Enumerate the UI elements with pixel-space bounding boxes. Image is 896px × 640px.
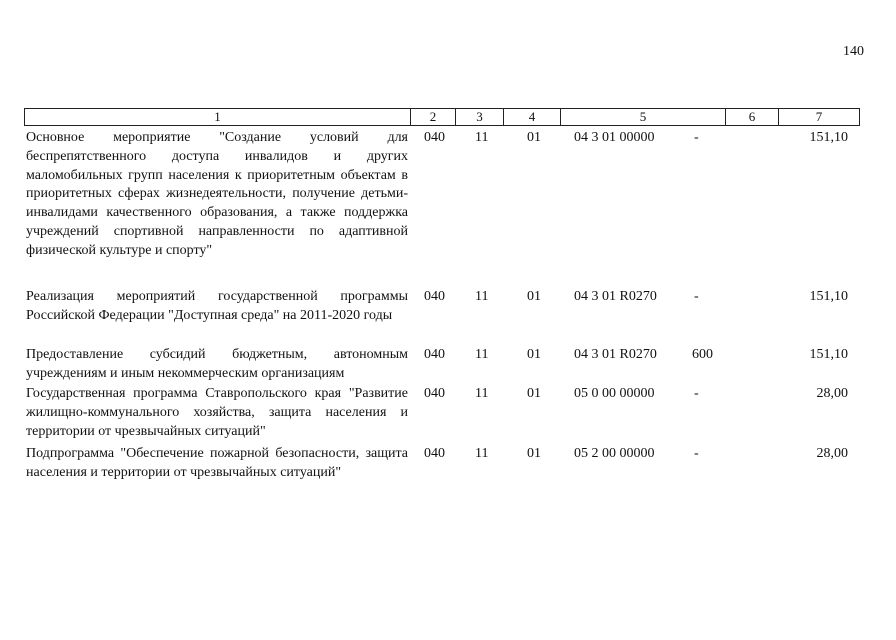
row-col-4: 01	[527, 347, 541, 362]
row-col-7: 151,10	[809, 130, 848, 145]
header-col-3: 3	[456, 109, 504, 125]
row-col-5: 05 0 00 00000	[574, 386, 655, 401]
row-col-3: 11	[475, 347, 489, 362]
row-description: Основное мероприятие "Создание условий для беспрепятственного доступа инвалидов и других маломобильных групп населения к приоритетным объектам в приоритетных сферах жизнедеятельности, получение детьми-инвалидами качественного образования, а также поддержка учреждений спортивной направленности по адаптивной физической культуре и спорту"	[26, 130, 408, 258]
header-col-1: 1	[25, 109, 411, 125]
row-col-3: 11	[475, 289, 489, 304]
header-col-4: 4	[504, 109, 561, 125]
row-description: Подпрограмма "Обеспечение пожарной безопасности, защита населения и территории от чрезвычайных ситуаций"	[26, 446, 408, 480]
row-col-7: 28,00	[816, 446, 848, 461]
row-col-2: 040	[424, 347, 445, 362]
table-header	[24, 108, 860, 126]
row-col-4: 01	[527, 386, 541, 401]
row-col-7: 151,10	[809, 289, 848, 304]
row-col-5: 04 3 01 00000	[574, 130, 655, 145]
header-col-6: 6	[726, 109, 779, 125]
row-col-6: 600	[692, 347, 713, 362]
header-col-7: 7	[815, 109, 823, 124]
row-col-2: 040	[424, 386, 445, 401]
row-col-4: 01	[527, 446, 541, 461]
page-number: 140	[843, 44, 864, 59]
row-description: Государственная программа Ставропольского края "Развитие жилищно-коммунального хозяйства, защита населения и территории от чрезвычайных ситуаций"	[26, 386, 408, 439]
row-col-6: -	[694, 289, 699, 304]
row-col-3: 11	[475, 130, 489, 145]
row-description: Предоставление субсидий бюджетным, автономным учреждениям и иным некоммерческим организациям	[26, 347, 408, 381]
row-col-6: -	[694, 130, 699, 145]
row-col-2: 040	[424, 446, 445, 461]
header-col-5: 5	[561, 109, 726, 125]
row-col-2: 040	[424, 130, 445, 145]
row-col-6: -	[694, 386, 699, 401]
row-col-7: 28,00	[816, 386, 848, 401]
row-col-5: 05 2 00 00000	[574, 446, 655, 461]
row-col-7: 151,10	[809, 347, 848, 362]
row-col-3: 11	[475, 386, 489, 401]
row-col-5: 04 3 01 R0270	[574, 347, 657, 362]
row-col-5: 04 3 01 R0270	[574, 289, 657, 304]
header-col-2: 2	[411, 109, 456, 125]
row-col-3: 11	[475, 446, 489, 461]
row-col-4: 01	[527, 289, 541, 304]
row-col-4: 01	[527, 130, 541, 145]
row-col-2: 040	[424, 289, 445, 304]
row-description: Реализация мероприятий государственной программы Российской Федерации "Доступная среда" на 2011-2020 годы	[26, 289, 408, 323]
row-col-6: -	[694, 446, 699, 461]
